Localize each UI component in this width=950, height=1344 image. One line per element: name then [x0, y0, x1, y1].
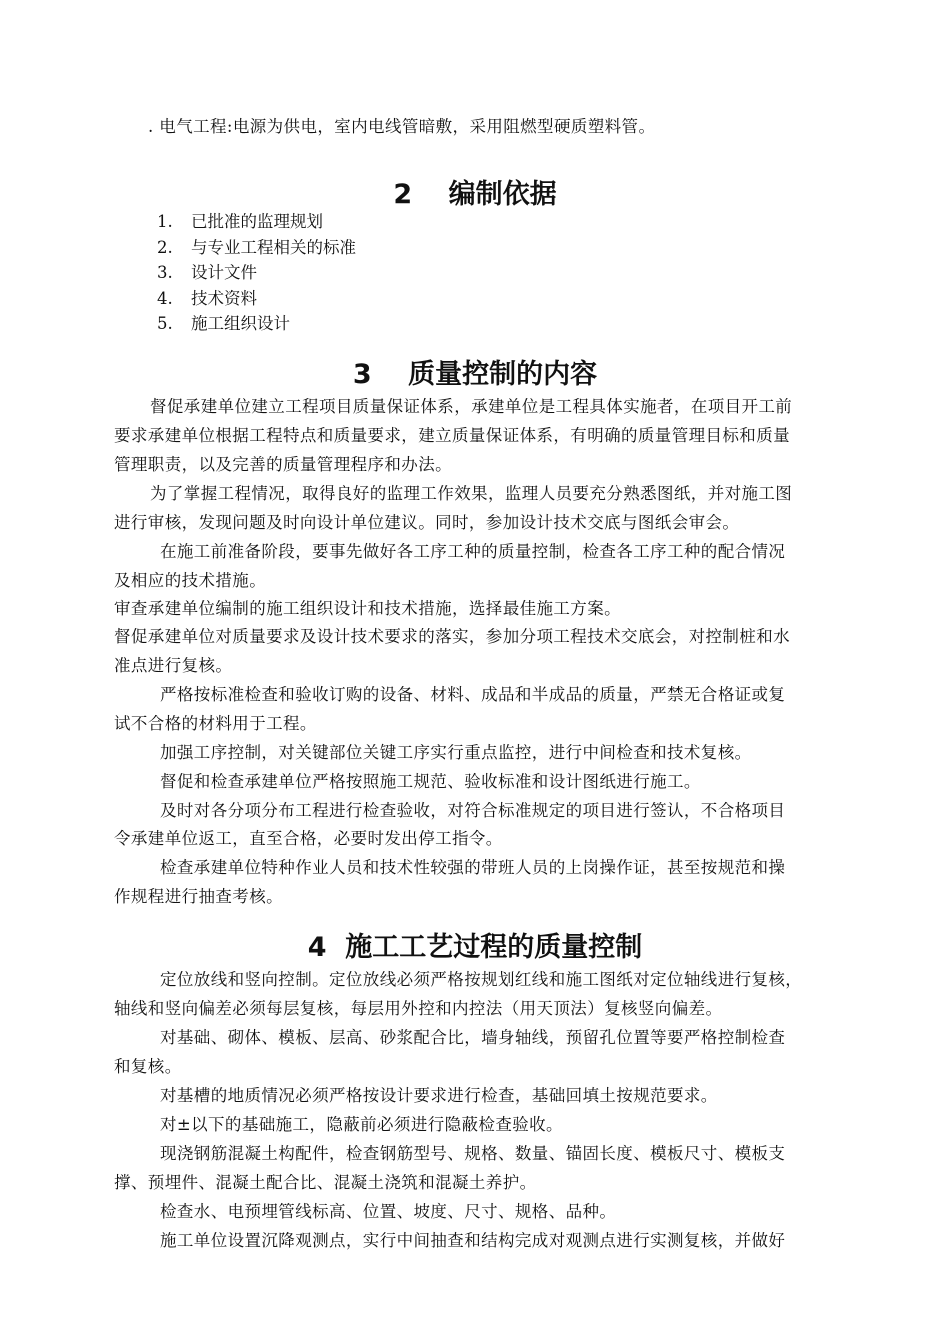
section-2-heading: 2 编制依据 — [393, 179, 557, 210]
paragraph-line: 在施工前准备阶段，要事先做好各工序工种的质量控制，检查各工序工种的配合情况 — [160, 542, 786, 561]
list-item-text: 技术资料 — [191, 289, 257, 308]
list-item-number: 1. — [157, 212, 173, 231]
list-item — [157, 260, 257, 286]
list-item — [157, 209, 323, 235]
paragraph-line: 令承建单位返工，直至合格，必要时发出停工指令。 — [114, 829, 503, 848]
list-item-text: 与专业工程相关的标准 — [191, 238, 356, 257]
list-item-number: 5. — [157, 314, 173, 333]
paragraph-line: 管理职责，以及完善的质量管理程序和办法。 — [114, 455, 452, 474]
paragraph-line: 及时对各分项分布工程进行检查验收，对符合标准规定的项目进行签认，不合格项目 — [160, 801, 786, 820]
paragraph-line: 进行审核，发现问题及时向设计单位建议。同时，参加设计技术交底与图纸会审会。 — [114, 513, 740, 532]
list-item — [157, 235, 356, 261]
paragraph-line: 对基础、砌体、模板、层高、砂浆配合比，墙身轴线，预留孔位置等要严格控制检查 — [160, 1028, 786, 1047]
paragraph-line: 撑、预埋件、混凝土配合比、混凝土浇筑和混凝土养护。 — [114, 1173, 537, 1192]
section-3-heading: 3 质量控制的内容 — [352, 359, 598, 390]
paragraph-line: 和复核。 — [114, 1057, 182, 1076]
section-4-heading: 4 施工工艺过程的质量控制 — [307, 932, 643, 963]
paragraph-line: 督促承建单位对质量要求及设计技术要求的落实，参加分项工程技术交底会，对控制桩和水 — [114, 627, 790, 646]
paragraph-line: 检查承建单位特种作业人员和技术性较强的带班人员的上岗操作证，甚至按规范和操 — [160, 858, 786, 877]
paragraph-line: 现浇钢筋混凝土构配件，检查钢筋型号、规格、数量、锚固长度、模板尺寸、模板支 — [160, 1144, 786, 1163]
list-item — [157, 286, 257, 312]
paragraph-line: 施工单位设置沉降观测点，实行中间抽查和结构完成对观测点进行实测复核，并做好 — [160, 1231, 786, 1250]
list-item-text: 已批准的监理规划 — [191, 212, 323, 231]
list-item-number: 3. — [157, 263, 173, 282]
list-item — [157, 311, 290, 337]
list-item-text: 施工组织设计 — [191, 314, 290, 333]
paragraph-line: 督促和检查承建单位严格按照施工规范、验收标准和设计图纸进行施工。 — [160, 772, 701, 791]
paragraph-line: 及相应的技术措施。 — [114, 571, 267, 590]
paragraph-line: 严格按标准检查和验收订购的设备、材料、成品和半成品的质量，严禁无合格证或复 — [160, 685, 786, 704]
list-item-text: 设计文件 — [191, 263, 257, 282]
paragraph-line: 准点进行复核。 — [114, 656, 233, 675]
paragraph-line: 试不合格的材料用于工程。 — [114, 714, 317, 733]
list-item-number: 2. — [157, 238, 173, 257]
paragraph-line: 为了掌握工程情况，取得良好的监理工作效果，监理人员要充分熟悉图纸，并对施工图 — [150, 484, 793, 503]
paragraph-line: 作规程进行抽查考核。 — [114, 887, 283, 906]
paragraph-line: 审查承建单位编制的施工组织设计和技术措施，选择最佳施工方案。 — [114, 599, 621, 618]
paragraph-line: 督促承建单位建立工程项目质量保证体系，承建单位是工程具体实施者，在项目开工前 — [150, 397, 793, 416]
list-item-number: 4. — [157, 289, 173, 308]
intro-line: . 电气工程:电源为供电，室内电线管暗敷，采用阻燃型硬质塑料管。 — [148, 117, 656, 136]
paragraph-line: 对基槽的地质情况必须严格按设计要求进行检查，基础回填土按规范要求。 — [160, 1086, 718, 1105]
paragraph-line: 定位放线和竖向控制。定位放线必须严格按规划红线和施工图纸对定位轴线进行复核， — [160, 970, 803, 989]
paragraph-line: 检查水、电预埋管线标高、位置、坡度、尺寸、规格、品种。 — [160, 1202, 617, 1221]
paragraph-line: 对±以下的基础施工，隐蔽前必须进行隐蔽检查验收。 — [160, 1115, 563, 1134]
paragraph-line: 加强工序控制，对关键部位关键工序实行重点监控，进行中间检查和技术复核。 — [160, 743, 752, 762]
paragraph-line: 轴线和竖向偏差必须每层复核，每层用外控和内控法（用天顶法）复核竖向偏差。 — [114, 999, 723, 1018]
paragraph-line: 要求承建单位根据工程特点和质量要求，建立质量保证体系，有明确的质量管理目标和质量 — [114, 426, 790, 445]
